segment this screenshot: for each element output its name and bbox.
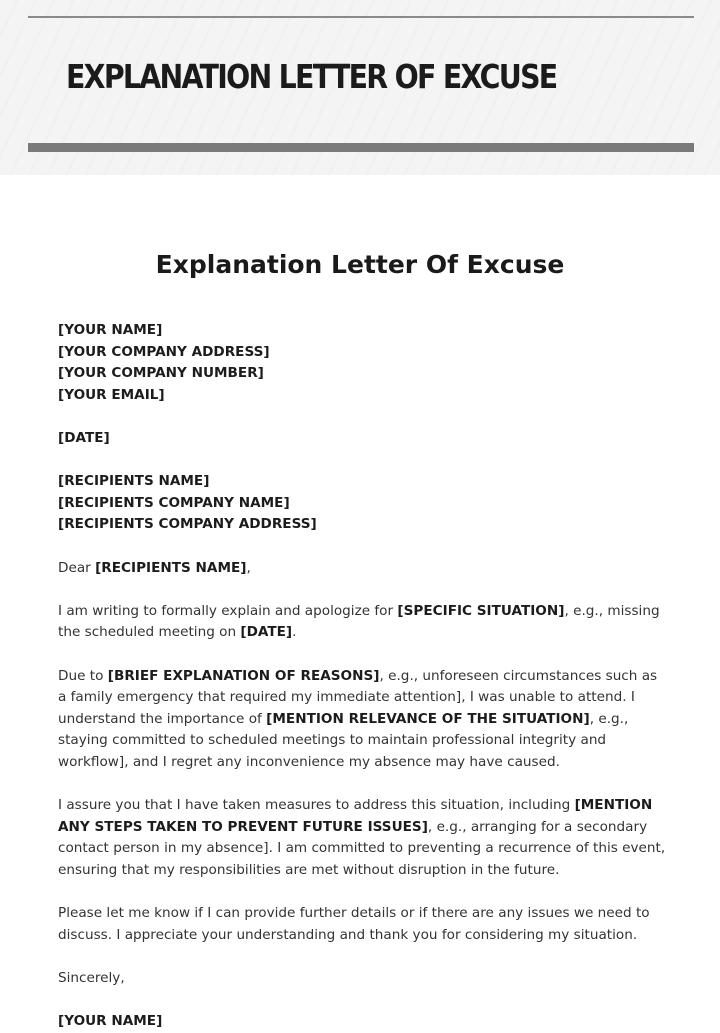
sender-number: [YOUR COMPANY NUMBER] bbox=[58, 365, 264, 382]
banner-bottom-bar bbox=[28, 143, 694, 152]
document-title: Explanation Letter Of Excuse bbox=[155, 250, 565, 279]
paragraph-3: I assure you that I have taken measures to address this situation, including [MENTION ANY STEPS TAKEN TO PREVENT FUTURE ISSUES], e.g., arranging for a secondary contact person in my absence]. I am committed to preventing a recurrence of this event, ensuring that my responsibilities are met without disruption in the future. bbox=[58, 797, 666, 878]
signature-name: [YOUR NAME] bbox=[58, 1013, 163, 1029]
recipient-name: [RECIPIENTS NAME] bbox=[58, 473, 210, 490]
date-block bbox=[58, 428, 668, 450]
sender-email: [YOUR EMAIL] bbox=[58, 386, 165, 403]
recipient-block bbox=[58, 471, 668, 536]
header-banner bbox=[0, 0, 720, 175]
letter-date: [DATE] bbox=[58, 429, 110, 446]
sender-address: [YOUR COMPANY ADDRESS] bbox=[58, 343, 270, 360]
sender-name: [YOUR NAME] bbox=[58, 322, 163, 338]
recipient-company: [RECIPIENTS COMPANY NAME] bbox=[58, 494, 290, 511]
salutation: Dear [RECIPIENTS NAME], bbox=[58, 559, 251, 576]
closing: Sincerely, bbox=[58, 969, 125, 986]
paragraph-2: Due to [BRIEF EXPLANATION OF REASONS], e.g., unforeseen circumstances such as a family emergency that required my immediate attention], I was unable to attend. I understand the importance of [MENTION RELEVANCE OF THE SITUATION], e.g., staying committed to scheduled meetings to maintain professional integrity and workflow], and I regret any inconvenience my absence may have caused. bbox=[58, 667, 658, 770]
sender-block bbox=[58, 320, 668, 406]
recipient-address: [RECIPIENTS COMPANY ADDRESS] bbox=[58, 516, 317, 533]
letter-body bbox=[58, 320, 668, 1033]
paragraph-1: I am writing to formally explain and apologize for [SPECIFIC SITUATION], e.g., missing the scheduled meeting on [DATE]. bbox=[58, 602, 660, 641]
banner-top-rule bbox=[28, 16, 694, 18]
paragraph-4: Please let me know if I can provide further details or if there are any issues we need to discuss. I appreciate your understanding and thank you for considering my situation. bbox=[58, 905, 650, 943]
banner-title: EXPLANATION LETTER OF EXCUSE bbox=[66, 57, 557, 96]
